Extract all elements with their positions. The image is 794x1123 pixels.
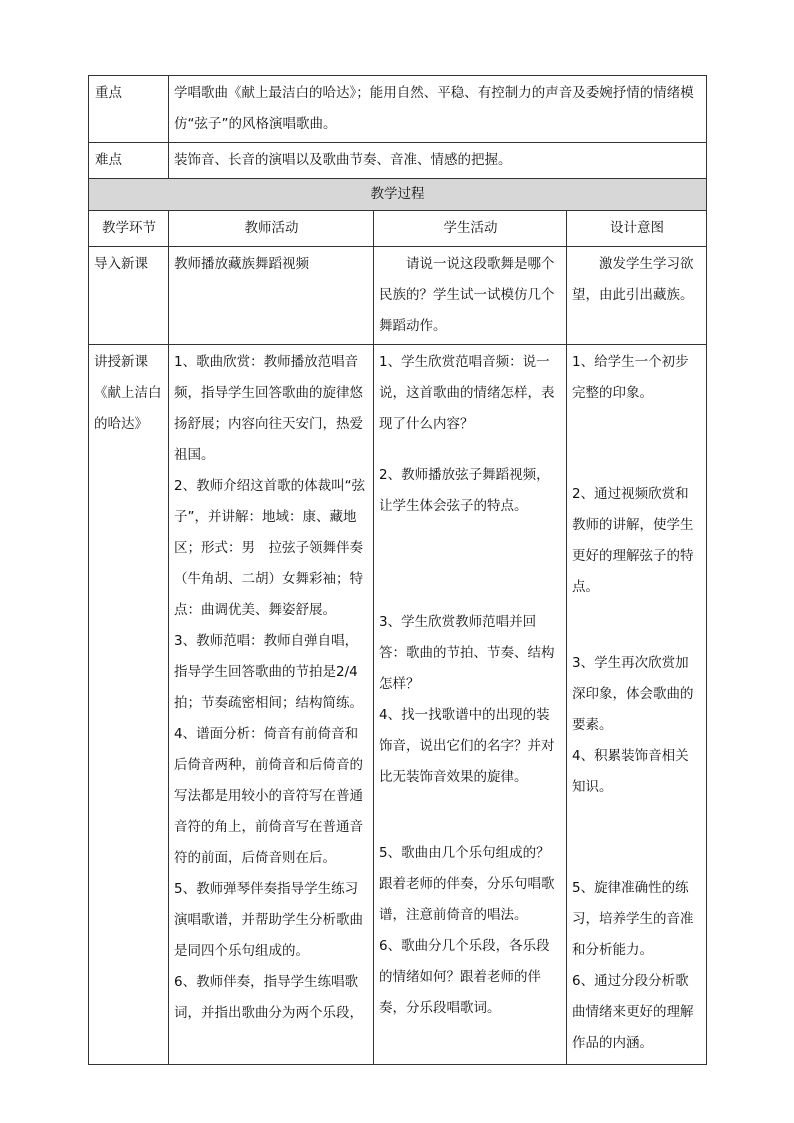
intro-teacher: 教师播放藏族舞蹈视频 (169, 247, 374, 345)
lesson-stage: 讲授新课《献上洁白的哈达》 (89, 345, 169, 1065)
header-stage: 教学环节 (89, 211, 169, 247)
intro-intent: 激发学生学习欲望，由此引出藏族。 (567, 247, 707, 345)
intent-step-3: 3、学生再次欣赏加深印象，体会歌曲的要素。 (572, 655, 694, 733)
student-step-3: 3、学生欣赏教师范唱并回答：歌曲的节拍、节奏、结构怎样？ (379, 614, 555, 692)
difficulty-label: 难点 (89, 143, 169, 179)
intent-step-1: 1、给学生一个初步完整的印象。 (572, 354, 689, 401)
intent-step-4: 4、积累装饰音相关知识。 (572, 748, 689, 795)
teacher-step-5: 5、教师弹琴伴奏指导学生练习演唱歌谱，并帮助学生分析歌曲是同四个乐句组成的。 (174, 881, 363, 959)
student-step-2: 2、教师播放弦子舞蹈视频，让学生体会弦子的特点。 (379, 467, 550, 514)
difficulty-text: 装饰音、长音的演唱以及歌曲节奏、音准、情感的把握。 (169, 143, 707, 179)
focus-row (89, 76, 707, 143)
header-student: 学生活动 (374, 211, 567, 247)
teacher-step-6: 6、教师伴奏，指导学生练唱歌词，并指出歌曲分为两个乐段， (174, 974, 363, 1021)
header-intent: 设计意图 (567, 211, 707, 247)
process-title-row (89, 179, 707, 211)
teacher-step-3: 3、教师范唱：教师自弹自唱，指导学生回答歌曲的节拍是2/4拍；节奏疏密相间；结构简练。 (174, 633, 363, 711)
intro-stage: 导入新课 (89, 247, 169, 345)
student-step-1: 1、学生欣赏范唱音频：说一说，这首歌曲的情绪怎样，表现了什么内容？ (379, 354, 555, 432)
student-step-6: 6、歌曲分几个乐段，各乐段的情绪如何？跟着老师的伴奏，分乐段唱歌词。 (379, 938, 550, 1016)
intent-step-6: 6、通过分段分析歌曲情绪来更好的理解作品的内涵。 (572, 973, 694, 1051)
teacher-step-4: 4、谱面分析：倚音有前倚音和后倚音两种，前倚音和后倚音的写法都是用较小的音符写在普通音符的角上，前倚音写在普通音符的前面，后倚音则在后。 (174, 726, 363, 866)
focus-text: 学唱歌曲《献上最洁白的哈达》；能用自然、平稳、有控制力的声音及委婉抒情的情绪模仿“弦子”的风格演唱歌曲。 (169, 76, 707, 143)
student-activities (374, 345, 567, 1065)
teacher-activities (169, 345, 374, 1065)
lesson-row (89, 345, 707, 1065)
teacher-step-1: 1、歌曲欣赏：教师播放范唱音频，指导学生回答歌曲的旋律悠扬舒展；内容向往天安门，热爱祖国。 (174, 354, 363, 463)
intent-step-2: 2、通过视频欣赏和教师的讲解，使学生更好的理解弦子的特点。 (572, 486, 694, 595)
focus-label: 重点 (89, 76, 169, 143)
student-step-5: 5、歌曲由几个乐句组成的？跟着老师的伴奏，分乐句唱歌谱，注意前倚音的唱法。 (379, 845, 555, 923)
intent-step-5: 5、旋律准确性的练习，培养学生的音准和分析能力。 (572, 880, 694, 958)
intro-student: 请说一说这段歌舞是哪个民族的？学生试一试模仿几个舞蹈动作。 (374, 247, 567, 345)
teacher-step-2: 2、教师介绍这首歌的体裁叫“弦子”，并讲解：地域：康、藏地区；形式：男 拉弦子领舞伴奏（牛角胡、二胡）女舞彩袖；特点：曲调优美、舞姿舒展。 (174, 478, 366, 618)
lesson-plan-table (88, 75, 707, 1065)
process-title: 教学过程 (89, 179, 707, 211)
intro-row (89, 247, 707, 345)
header-row (89, 211, 707, 247)
student-step-4: 4、找一找歌谱中的出现的装饰音，说出它们的名字？并对比无装饰音效果的旋律。 (379, 707, 555, 785)
header-teacher: 教师活动 (169, 211, 374, 247)
design-intent (567, 345, 707, 1065)
difficulty-row (89, 143, 707, 179)
